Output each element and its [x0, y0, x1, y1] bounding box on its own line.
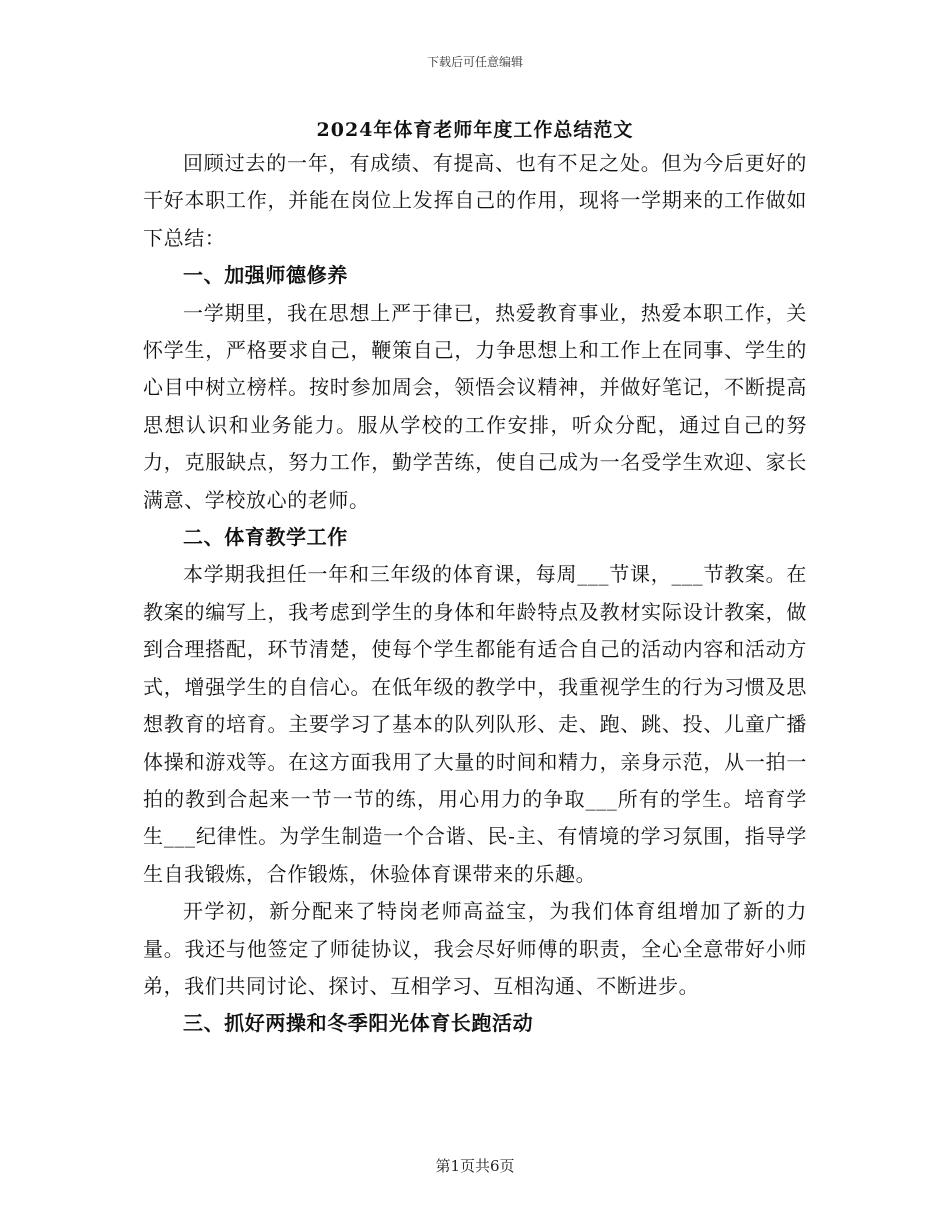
section-heading: 一、加强师德修养	[183, 263, 348, 288]
section-heading: 三、抓好两操和冬季阳光体育长跑活动	[183, 1011, 534, 1036]
intro-paragraph: 回顾过去的一年，有成绩、有提高、也有不足之处。但为今后更好的干好本职工作，并能在岗位上发挥自己的作用，现将一学期来的工作做如下总结：	[143, 151, 807, 250]
header-note: 下载后可任意编辑	[426, 55, 523, 69]
document-body	[143, 145, 807, 1043]
document-title: 2024年体育老师年度工作总结范文	[316, 119, 634, 141]
page-footer: 第1页共6页	[435, 1157, 515, 1175]
section-paragraph: 一学期里，我在思想上严于律已，热爱教育事业，热爱本职工作，关怀学生，严格要求自己，鞭策自己，力争思想上和工作上在同事、学生的心目中树立榜样。按时参加周会，领悟会议精神，并做好笔记，不断提高思想认识和业务能力。服从学校的工作安排，听众分配，通过自己的努力，克服缺点，努力工作，勤学苦练，使自己成为一名受学生欢迎、家长满意、学校放心的老师。	[143, 300, 807, 512]
section-paragraph: 开学初，新分配来了特岗老师高益宝，为我们体育组增加了新的力量。我还与他签定了师徒协议，我会尽好师傅的职责，全心全意带好小师弟，我们共同讨论、探讨、互相学习、互相沟通、不断进步。	[143, 899, 807, 998]
section-heading: 二、体育教学工作	[183, 525, 348, 550]
section-paragraph: 本学期我担任一年和三年级的体育课，每周___节课，___节教案。在教案的编写上，我考虑到学生的身体和年龄特点及教材实际设计教案，做到合理搭配，环节清楚，使每个学生都能有适合自己的活动内容和活动方式，增强学生的自信心。在低年级的教学中，我重视学生的行为习惯及思想教育的培育。主要学习了基本的队列队形、走、跑、跳、投、儿童广播体操和游戏等。在这方面我用了大量的时间和精力，亲身示范，从一拍一拍的教到合起来一节一节的练，用心用力的争取___所有的学生。培育学生___纪律性。为学生制造一个合谐、民-主、有情境的学习氛围，指导学生自我锻炼，合作锻炼，休验体育课带来的乐趣。	[143, 562, 807, 886]
